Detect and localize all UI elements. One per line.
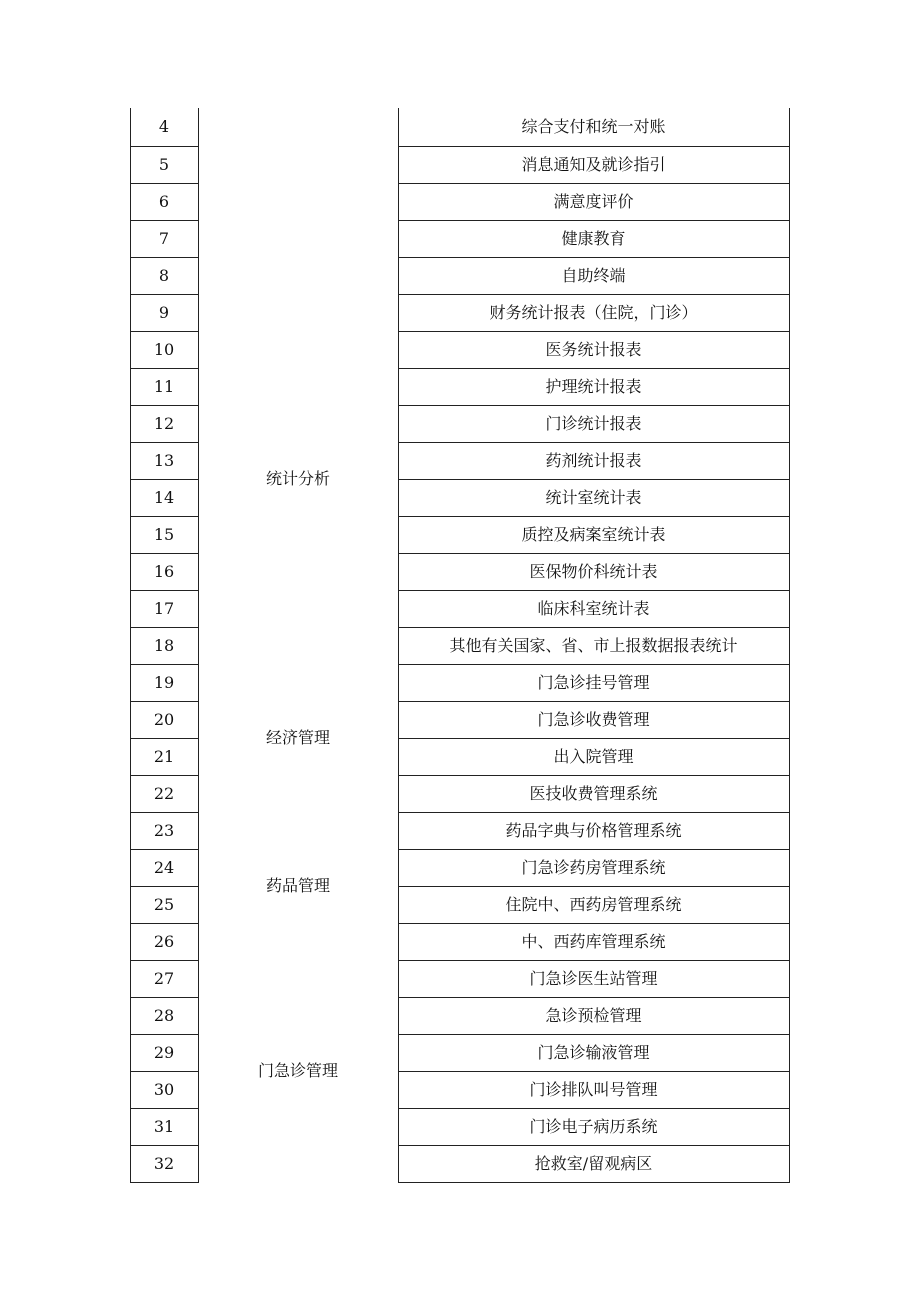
row-divider-item [398,738,790,739]
row-divider-no [130,516,199,517]
row-number: 21 [153,746,175,766]
row-number: 30 [153,1079,175,1099]
row-number: 18 [153,635,175,655]
row-divider-item [398,701,790,702]
row-divider-item [398,220,790,221]
row-divider-no [130,812,199,813]
row-number: 20 [153,709,175,729]
row-number: 32 [153,1153,175,1173]
row-number: 27 [153,968,175,988]
row-divider-item [398,627,790,628]
row-divider-no [130,886,199,887]
row-divider-item [398,368,790,369]
function-table [130,108,790,1182]
row-divider-item [398,183,790,184]
row-divider-no [130,331,199,332]
row-item: 门诊排队叫号管理 [529,1079,658,1099]
row-number: 12 [153,413,175,433]
row-item: 医技收费管理系统 [529,783,658,803]
row-divider-no [130,738,199,739]
group-label: 经济管理 [265,728,330,747]
row-number: 19 [153,672,175,692]
row-divider-item [398,405,790,406]
group-label: 统计分析 [265,469,330,488]
row-divider-no [130,479,199,480]
row-divider-no [130,368,199,369]
row-divider-no [130,775,199,776]
row-divider-item [398,960,790,961]
row-divider-item [398,1182,790,1183]
row-item: 其他有关国家、省、市上报数据报表统计 [449,635,738,655]
row-number: 28 [153,1005,175,1025]
row-number: 7 [158,228,170,248]
row-divider-no [130,146,199,147]
row-number: 15 [153,524,175,544]
row-item: 门急诊药房管理系统 [521,857,666,877]
row-item: 门急诊医生站管理 [529,968,658,988]
row-item: 消息通知及就诊指引 [521,154,666,174]
row-divider-no [130,1108,199,1109]
row-divider-no [130,590,199,591]
row-divider-no [130,1071,199,1072]
row-number: 5 [158,154,170,174]
row-divider-item [398,257,790,258]
row-divider-item [398,442,790,443]
row-divider-no [130,183,199,184]
row-divider-item [398,590,790,591]
row-item: 门急诊输液管理 [537,1042,650,1062]
row-item: 健康教育 [561,228,626,248]
row-item: 综合支付和统一对账 [521,117,666,136]
row-number: 16 [153,561,175,581]
row-item: 医保物价科统计表 [529,561,658,581]
row-divider-no [130,220,199,221]
row-divider-no [130,1034,199,1035]
row-divider-item [398,997,790,998]
table-border-no-col [198,108,199,1182]
row-item: 急诊预检管理 [545,1005,642,1025]
row-item: 自助终端 [561,265,626,285]
row-divider-no [130,553,199,554]
row-divider-item [398,812,790,813]
row-item: 门急诊收费管理 [537,709,650,729]
row-divider-no [130,257,199,258]
row-divider-no [130,923,199,924]
row-divider-item [398,1071,790,1072]
row-number: 17 [153,598,175,618]
row-number: 25 [153,894,175,914]
row-item: 质控及病案室统计表 [521,524,666,544]
row-item: 药品字典与价格管理系统 [505,820,682,840]
row-item: 护理统计报表 [545,376,642,396]
group-label: 药品管理 [265,876,330,895]
row-number: 26 [153,931,175,951]
row-item: 统计室统计表 [545,487,642,507]
row-divider-item [398,294,790,295]
row-item: 抢救室/留观病区 [534,1153,653,1173]
row-divider-no [130,294,199,295]
row-divider-no [130,701,199,702]
row-divider-item [398,886,790,887]
row-divider-no [130,1145,199,1146]
row-divider-item [398,331,790,332]
row-divider-item [398,849,790,850]
row-divider-item [398,1145,790,1146]
row-divider-no [130,627,199,628]
group-label: 门急诊管理 [257,1061,338,1080]
row-divider-no [130,664,199,665]
row-item: 门急诊挂号管理 [537,672,650,692]
row-number: 8 [158,265,170,285]
row-item: 出入院管理 [553,746,634,766]
row-divider-item [398,1034,790,1035]
row-divider-item [398,1108,790,1109]
row-divider-no [130,849,199,850]
row-item: 门诊统计报表 [545,413,642,433]
row-divider-no [130,997,199,998]
row-divider-item [398,553,790,554]
row-number: 29 [153,1042,175,1062]
row-divider-item [398,923,790,924]
row-divider-item [398,516,790,517]
row-number: 11 [153,376,175,396]
row-divider-item [398,664,790,665]
row-divider-no [130,960,199,961]
row-item: 门诊电子病历系统 [529,1116,658,1136]
row-divider-no [130,1182,199,1183]
row-item: 药剂统计报表 [545,450,642,470]
row-number: 13 [153,450,175,470]
row-item: 医务统计报表 [545,339,642,359]
row-number: 31 [153,1116,175,1136]
row-item: 临床科室统计表 [537,598,650,618]
row-number: 10 [153,339,175,359]
row-number: 24 [153,857,175,877]
row-number: 23 [153,820,175,840]
row-number: 4 [158,117,170,136]
row-item: 财务统计报表（住院，门诊） [489,302,698,322]
row-divider-item [398,775,790,776]
row-item: 满意度评价 [553,191,634,211]
row-number: 22 [153,783,175,803]
row-divider-no [130,405,199,406]
row-number: 14 [153,487,175,507]
table-border-right [789,108,790,1182]
row-divider-item [398,479,790,480]
row-item: 中、西药库管理系统 [521,931,666,951]
row-number: 6 [158,191,170,211]
row-item: 住院中、西药房管理系统 [505,894,682,914]
row-divider-no [130,442,199,443]
row-divider-item [398,146,790,147]
row-number: 9 [158,302,170,322]
